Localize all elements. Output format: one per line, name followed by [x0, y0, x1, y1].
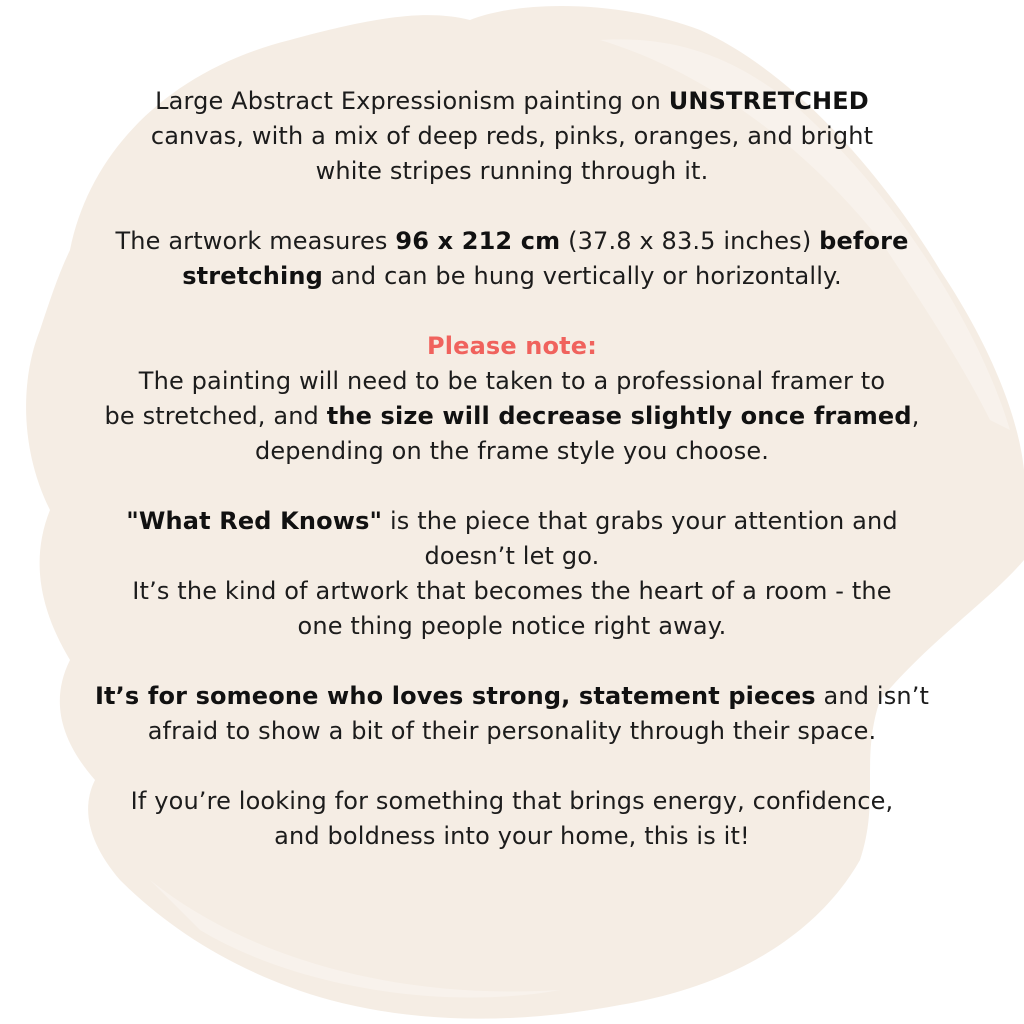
measurements-line-1: [40, 224, 984, 259]
audience-paragraph: [0, 679, 1024, 749]
size-cm-emphasis: 96 x 212 cm: [395, 227, 561, 255]
audience-line-2: afraid to show a bit of their personality through their space.: [147, 717, 877, 745]
before-emphasis: before: [819, 227, 909, 255]
intro-line-1: [40, 84, 984, 119]
note-line-2: [40, 399, 984, 434]
note-comma: ,: [911, 402, 920, 430]
audience-line-1: [40, 679, 984, 714]
closing-paragraph: [0, 784, 1024, 854]
measurements-line-2: [40, 259, 984, 294]
note-line-1: The painting will need to be taken to a professional framer to: [138, 367, 886, 395]
note-line-3: depending on the frame style you choose.: [254, 437, 770, 465]
artwork-title: "What Red Knows": [126, 507, 383, 535]
unstretched-emphasis: UNSTRETCHED: [668, 87, 869, 115]
story-text: is the piece that grabs your attention and: [382, 507, 898, 535]
audience-text: and isn’t: [815, 682, 930, 710]
story-line-1: [40, 504, 984, 539]
note-paragraph: [0, 329, 1024, 469]
note-text: be stretched, and: [104, 402, 327, 430]
size-inches-text: (37.8 x 83.5 inches): [560, 227, 820, 255]
story-line-4: one thing people notice right away.: [297, 612, 727, 640]
measurements-text: The artwork measures: [115, 227, 396, 255]
intro-paragraph: [0, 84, 1024, 189]
story-paragraph: [0, 504, 1024, 644]
size-decrease-emphasis: the size will decrease slightly once framed: [326, 402, 912, 430]
note-heading: Please note:: [427, 332, 597, 360]
intro-line-2: canvas, with a mix of deep reds, pinks, oranges, and bright: [150, 122, 874, 150]
intro-line-3: white stripes running through it.: [315, 157, 709, 185]
closing-line-2: and boldness into your home, this is it!: [274, 822, 750, 850]
description-text: [0, 84, 1024, 889]
hanging-text: and can be hung vertically or horizontally.: [322, 262, 842, 290]
story-line-2: doesn’t let go.: [424, 542, 600, 570]
intro-text: Large Abstract Expressionism painting on: [155, 87, 669, 115]
measurements-paragraph: [0, 224, 1024, 294]
closing-line-1: If you’re looking for something that brings energy, confidence,: [130, 787, 894, 815]
stretching-emphasis: stretching: [182, 262, 323, 290]
audience-emphasis: It’s for someone who loves strong, statement pieces: [94, 682, 816, 710]
story-line-3: It’s the kind of artwork that becomes the heart of a room - the: [132, 577, 892, 605]
